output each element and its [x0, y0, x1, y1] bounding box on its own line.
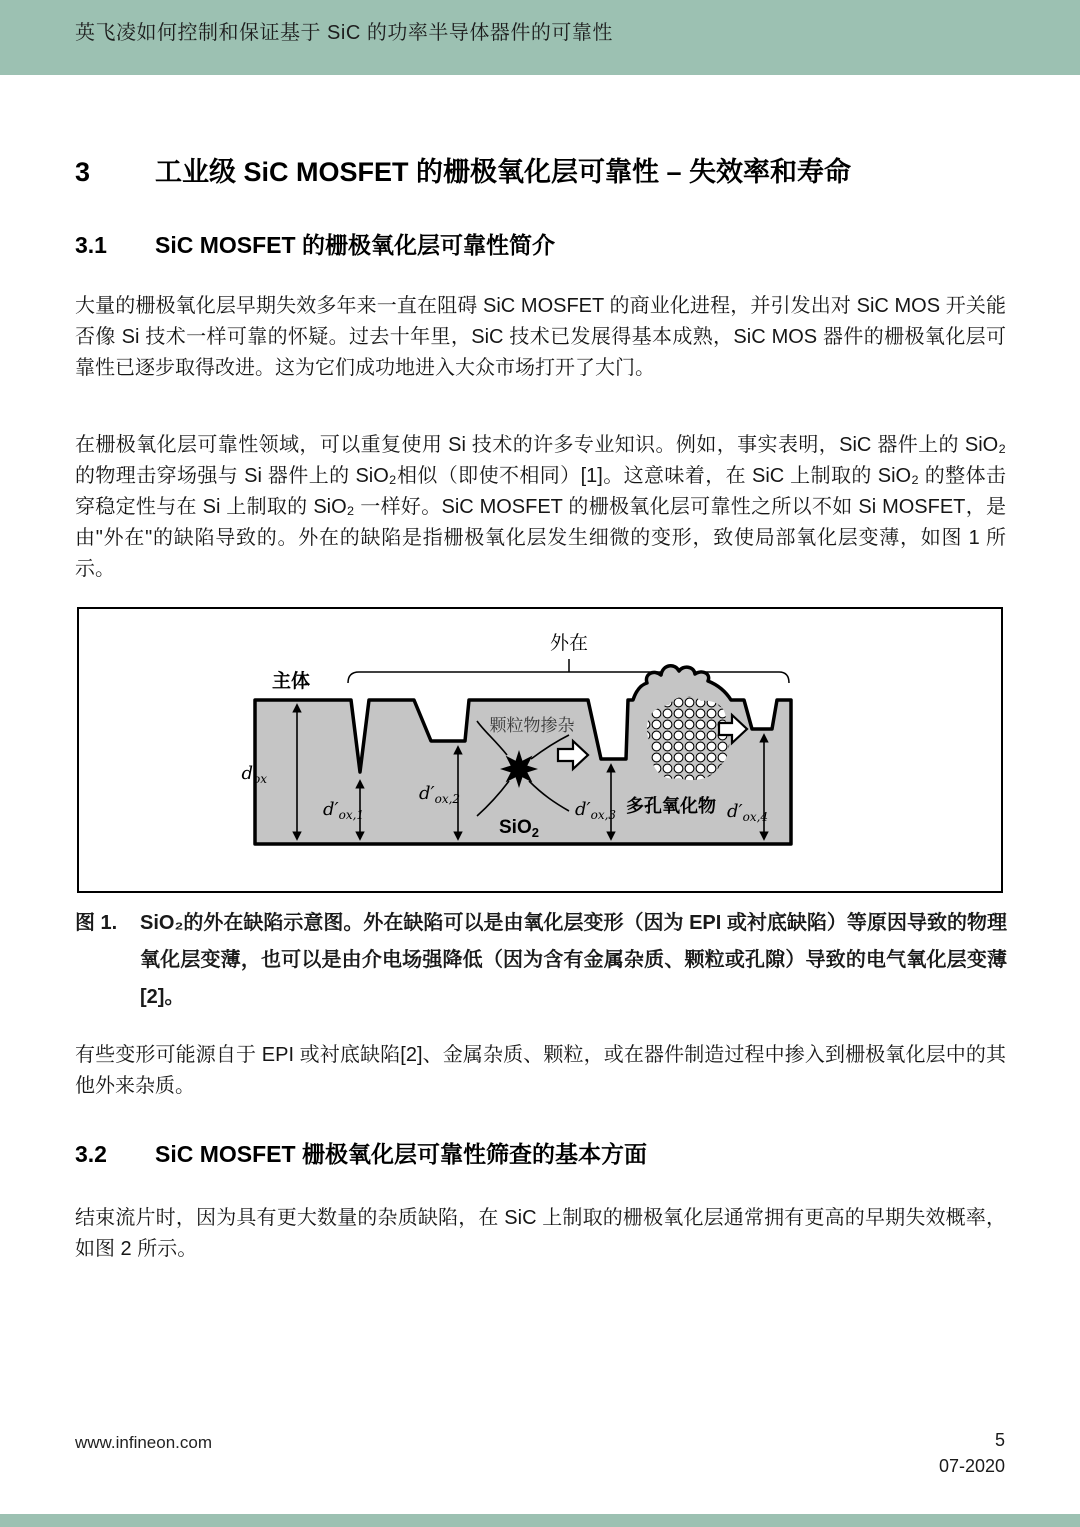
figure-1-caption — [75, 905, 1007, 1016]
figure-1-caption-label: 图 1. — [75, 912, 118, 934]
paragraph-deformation: 有些变形可能源自于 EPI 或衬底缺陷[2]、金属杂质、颗粒，或在器件制造过程中掺入到栅极氧化层中的其他外来杂质。 — [75, 1044, 1006, 1097]
paragraph-screening: 结束流片时，因为具有更大数量的杂质缺陷，在 SiC 上制取的栅极氧化层通常拥有更高的早期失效概率，如图 2 所示。 — [75, 1207, 1006, 1260]
dim-label-dox4: $d'_{ox,4}$ — [727, 801, 769, 824]
extrinsic-label: 外在 — [549, 633, 589, 654]
page-number: 5 — [994, 1430, 1005, 1450]
section-31-title: SiC MOSFET 的栅极氧化层可靠性简介 — [155, 232, 555, 258]
intrinsic-label: 主体 — [271, 671, 311, 692]
dim-label-dox3: $d'_{ox,3}$ — [575, 799, 617, 822]
section-31-heading — [75, 227, 555, 260]
section-32-heading — [75, 1136, 647, 1169]
footer-band — [0, 1514, 1080, 1527]
sio2-label: SiO$_2$ — [499, 817, 539, 840]
section-32-number: 3.2 — [75, 1141, 107, 1167]
paragraph-intro-1: 大量的栅极氧化层早期失效多年来一直在阻碍 SiC MOSFET 的商业化进程，并引发出对 SiC MOS 开关能否像 Si 技术一样可靠的怀疑。过去十年里，SiC 技术已发展得基本成熟，SiC MOS 器件的栅极氧化层可靠性已逐步取得改进。这为它们成功地进入大众市场打开了大门。 — [75, 295, 1006, 379]
dim-label-dox2: $d'_{ox,2}$ — [419, 783, 461, 806]
section-3-number: 3 — [75, 157, 91, 187]
oxide-defect-schematic — [79, 609, 1001, 891]
dim-label-dox1: $d'_{ox,1}$ — [323, 799, 365, 822]
page-date: 07-2020 — [938, 1456, 1005, 1476]
section-3-title: 工业级 SiC MOSFET 的栅极氧化层可靠性 – 失效率和寿命 — [155, 157, 852, 187]
porous-oxide-blob — [647, 696, 729, 780]
porous-oxide-label: 多孔氧化物 — [626, 796, 716, 816]
figure-1-caption-text: SiO₂的外在缺陷示意图。外在缺陷可以是由氧化层变形（因为 EPI 或衬底缺陷）等原因导致的物理氧化层变薄，也可以是由介电场强降低（因为含有金属杂质、颗粒或孔隙）导致的电气氧化层变薄[2]。 — [140, 912, 1007, 1008]
particle-label: 颗粒物掺杂 — [489, 716, 575, 735]
dim-label-dox: $d_{ox}$ — [241, 763, 267, 786]
header-title: 英飞凌如何控制和保证基于 SiC 的功率半导体器件的可靠性 — [75, 22, 613, 44]
paragraph-intro-2: 在栅极氧化层可靠性领域，可以重复使用 Si 技术的许多专业知识。例如，事实表明，SiC 器件上的 SiO₂ 的物理击穿场强与 Si 器件上的 SiO₂相似（即使不相同）[1]。这意味着，在 SiC 上制取的 SiO₂ 的整体击穿稳定性与在 Si 上制取的 SiO₂ 一样好。SiC MOSFET 的栅极氧化层可靠性之所以不如 Si MOSFET，是由"外在"的缺陷导致的。外在的缺陷是指栅极氧化层发生细微的变形，致使局部氧化层变薄，如图 1 所示。 — [75, 434, 1006, 580]
footer-website-link[interactable]: www.infineon.com — [75, 1433, 213, 1452]
extrinsic-brace — [348, 659, 789, 683]
section-3-heading — [75, 150, 851, 189]
section-32-title: SiC MOSFET 栅极氧化层可靠性筛查的基本方面 — [155, 1141, 647, 1167]
section-31-number: 3.1 — [75, 232, 107, 258]
figure-1-diagram — [77, 607, 1003, 893]
